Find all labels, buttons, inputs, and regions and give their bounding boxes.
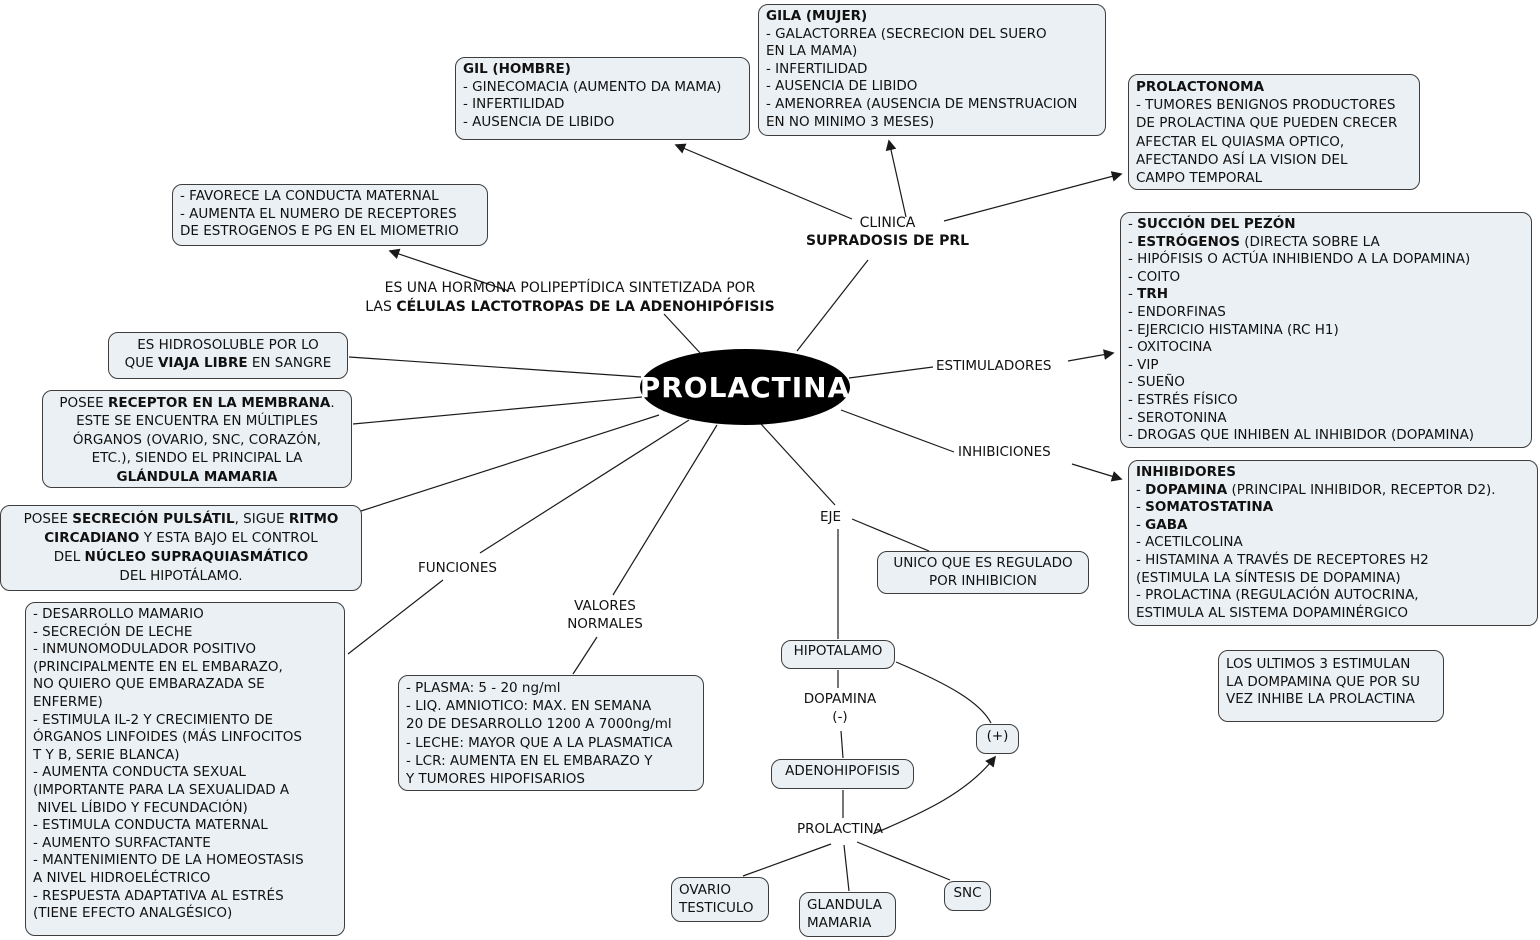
edge-clinica-gila-arrow (889, 141, 906, 217)
node-gila-mujer[interactable]: GILA (MUJER) - GALACTORREA (SECRECION DEL SUERO EN LA MAMA) - INFERTILIDAD - AUSENCIA DE LIBIDO - AMENORREA (AUSENCIA DE MENSTRUACION EN NO MINIMO 3 MESES) (758, 4, 1106, 136)
label-inhibiciones[interactable]: INHIBICIONES (958, 444, 1051, 460)
edge-center-valores-label (613, 425, 717, 595)
edge-center-hormona (664, 314, 702, 355)
edge-funciones-label-box (348, 580, 443, 654)
edge-hipotalamo-plus-curve (896, 662, 991, 723)
label-estimuladores[interactable]: ESTIMULADORES (936, 358, 1052, 374)
edge-prolactina-snc (857, 842, 950, 880)
label-hormona-polipeptidica[interactable]: ES UNA HORMONA POLIPEPTÍDICA SINTETIZADA POR LAS CÉLULAS LACTOTROPAS DE LA ADENOHIPÓFISIS (365, 280, 775, 315)
edge-center-funciones-label (480, 420, 689, 553)
node-hidrosoluble[interactable]: ES HIDROSOLUBLE POR LO QUE VIAJA LIBRE EN SANGRE (108, 332, 348, 379)
edge-center-eje (761, 424, 835, 505)
node-feedback-positivo[interactable]: (+) (976, 724, 1019, 754)
edge-center-hidrosoluble (349, 357, 641, 377)
edge-center-receptor (353, 397, 642, 424)
node-prolactonoma[interactable]: PROLACTONOMA - TUMORES BENIGNOS PRODUCTORES DE PROLACTINA QUE PUEDEN CRECER AFECTAR EL QUIASMA OPTICO, AFECTANDO ASÍ LA VISION DEL CAMPO TEMPORAL (1128, 74, 1420, 190)
edge-estimuladores-box-arrow (1068, 353, 1113, 361)
edge-center-estimuladores (849, 367, 933, 378)
label-eje[interactable]: EJE (820, 509, 842, 525)
node-ultimos-3-nota[interactable]: LOS ULTIMOS 3 ESTIMULAN LA DOMPAMINA QUE POR SU VEZ INHIBE LA PROLACTINA (1218, 650, 1444, 722)
node-estimuladores-list[interactable]: - SUCCIÓN DEL PEZÓN - ESTRÓGENOS (DIRECTA SOBRE LA - HIPÓFISIS O ACTÚA INHIBIENDO A LA DOPAMINA) - COITO - TRH - ENDORFINAS - EJERCICIO HISTAMINA (RC H1) - OXITOCINA - VIP - SUEÑO - ESTRÉS FÍSICO - SEROTONINA - DROGAS QUE INHIBEN AL INHIBIDOR (DOPAMINA) (1120, 212, 1532, 448)
central-node-label: PROLACTINA (639, 370, 851, 404)
node-hipotalamo[interactable]: HIPOTALAMO (781, 640, 895, 669)
node-ovario-testiculo[interactable]: OVARIO TESTICULO (671, 877, 769, 922)
edge-center-secrecion (361, 415, 659, 511)
node-snc[interactable]: SNC (944, 881, 991, 911)
node-adenohipofisis[interactable]: ADENOHIPOFISIS (771, 759, 914, 789)
edge-eje-unico (852, 519, 929, 551)
central-node-prolactina[interactable] (640, 349, 850, 425)
node-receptor-membrana[interactable]: POSEE RECEPTOR EN LA MEMBRANA. ESTE SE ENCUENTRA EN MÚLTIPLES ÓRGANOS (OVARIO, SNC, CORAZÓN, ETC.), SIENDO EL PRINCIPAL LA GLÁNDULA MAMARIA (42, 390, 352, 488)
label-prolactina-eje[interactable]: PROLACTINA (797, 821, 883, 837)
edge-dopamina-adenohipofisis (841, 731, 843, 758)
edge-center-clinica (797, 260, 868, 351)
node-favorece-conducta[interactable]: - FAVORECE LA CONDUCTA MATERNAL - AUMENTA EL NUMERO DE RECEPTORES DE ESTROGENOS E PG EN EL MIOMETRIO (172, 184, 488, 246)
node-funciones-list[interactable]: - DESARROLLO MAMARIO - SECRECIÓN DE LECHE - INMUNOMODULADOR POSITIVO (PRINCIPALMENTE EN EL EMBARAZO, NO QUIERO QUE EMBARAZADA SE ENFERME) - ESTIMULA IL-2 Y CRECIMIENTO DE ÓRGANOS LINFOIDES (MÁS LINFOCITOS T Y B, SERIE BLANCA) - AUMENTA CONDUCTA SEXUAL (IMPORTANTE PARA LA SEXUALIDAD A NIVEL LÍBIDO Y FECUNDACIÓN) - ESTIMULA CONDUCTA MATERNAL - AUMENTO SURFACTANTE - MANTENIMIENTO DE LA HOMEOSTASIS A NIVEL HIDROELÉCTRICO - RESPUESTA ADAPTATIVA AL ESTRÉS (TIENE EFECTO ANALGÉSICO) (25, 602, 345, 936)
label-valores-normales[interactable]: VALORES NORMALES (567, 598, 643, 632)
edge-prolactina-glandula (844, 845, 849, 891)
edge-prolactina-ovario (743, 844, 831, 876)
node-glandula-mamaria[interactable]: GLANDULA MAMARIA (799, 892, 896, 937)
edge-center-inhibiciones (841, 410, 954, 452)
node-unico-regulado[interactable]: UNICO QUE ES REGULADO POR INHIBICION (877, 551, 1089, 594)
edge-clinica-gil-arrow (676, 145, 852, 219)
edge-valores-label-box (573, 637, 597, 674)
label-clinica-supradosis[interactable]: CLINICA SUPRADOSIS DE PRL (805, 215, 970, 249)
node-gil-hombre[interactable]: GIL (HOMBRE) - GINECOMACIA (AUMENTO DA MAMA) - INFERTILIDAD - AUSENCIA DE LIBIDO (455, 57, 750, 140)
node-valores-normales-list[interactable]: - PLASMA: 5 - 20 ng/ml - LIQ. AMNIOTICO: MAX. EN SEMANA 20 DE DESARROLLO 1200 A 7000ng/ml - LECHE: MAYOR QUE A LA PLASMATICA - LCR: AUMENTA EN EL EMBARAZO Y Y TUMORES HIPOFISARIOS (398, 675, 704, 791)
node-secrecion-pulsatil[interactable]: POSEE SECRECIÓN PULSÁTIL, SIGUE RITMO CIRCADIANO Y ESTA BAJO EL CONTROL DEL NÚCLEO SUPRAQUIASMÁTICO DEL HIPOTÁLAMO. (0, 505, 362, 591)
label-funciones[interactable]: FUNCIONES (418, 560, 497, 576)
node-inhibidores-list[interactable]: INHIBIDORES - DOPAMINA (PRINCIPAL INHIBIDOR, RECEPTOR D2). - SOMATOSTATINA - GABA - ACETILCOLINA - HISTAMINA A TRAVÉS DE RECEPTORES H2 (ESTIMULA LA SÍNTESIS DE DOPAMINA) - PROLACTINA (REGULACIÓN AUTOCRINA, ESTIMULA AL SISTEMA DOPAMINÉRGICO (1128, 460, 1538, 626)
label-dopamina-negativa[interactable]: DOPAMINA (-) (803, 691, 877, 725)
edge-inhibiciones-box-arrow (1072, 464, 1121, 479)
